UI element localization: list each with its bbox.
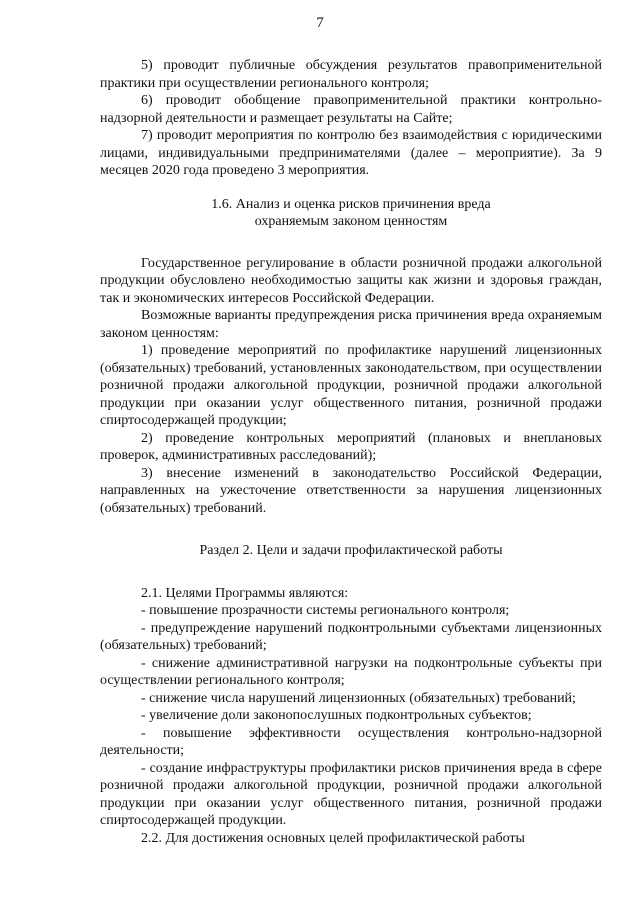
page-number: 7 <box>316 15 324 31</box>
page-body <box>100 57 602 847</box>
list-item: 5) проводит публичные обсуждения результатов правоприменительной практики при осуществлении регионального контроля; <box>100 58 602 91</box>
list-item: 7) проводит мероприятия по контролю без взаимодействия с юридическими лицами, индивидуальными предпринимателями (далее – мероприятие). За 9 месяцев 2020 года проведено 3 мероприятия. <box>100 128 602 178</box>
list-item: 1) проведение мероприятий по профилактике нарушений лицензионных (обязательных) требований, установленных законодательством, при осуществлении розничной продажи алкогольной продукции, розничной продажи алкогольной продукции при оказании услуг общественного питания, розничной продажи спиртосодержащей продукции; <box>100 343 602 428</box>
list-item: 6) проводит обобщение правоприменительной практики контрольно-надзорной деятельности и размещает результаты на Сайте; <box>100 93 602 126</box>
paragraph: 2.2. Для достижения основных целей профилактической работы <box>141 830 525 846</box>
section-heading-line: охраняемым законом ценностям <box>254 214 448 229</box>
section-heading-1-6 <box>100 196 602 231</box>
section-heading-line: 1.6. Анализ и оценка рисков причинения вреда <box>211 196 491 212</box>
paragraph: Возможные варианты предупреждения риска причинения вреда охраняемым законом ценностям: <box>100 308 602 341</box>
list-item: - повышение прозрачности системы регионального контроля; <box>141 603 510 618</box>
section-heading-2: Раздел 2. Цели и задачи профилактической работы <box>199 543 503 558</box>
list-item: - предупреждение нарушений подконтрольными субъектами лицензионных (обязательных) требований; <box>100 620 602 653</box>
list-item: - увеличение доли законопослушных подконтрольных субъектов; <box>141 708 532 723</box>
list-item: - снижение административной нагрузки на подконтрольные субъекты при осуществлении регионального контроля; <box>100 655 602 688</box>
paragraph: 2.1. Целями Программы являются: <box>141 585 349 601</box>
list-item: 3) внесение изменений в законодательство Российской Федерации, направленных на ужесточение ответственности за нарушения лицензионных (обязательных) требований. <box>100 465 602 516</box>
list-item: - снижение числа нарушений лицензионных (обязательных) требований; <box>141 690 576 706</box>
paragraph: Государственное регулирование в области розничной продажи алкогольной продукции обусловлено необходимостью защиты как жизни и здоровья граждан, так и экономических интересов Российской Федерации. <box>100 255 602 306</box>
list-item: 2) проведение контрольных мероприятий (плановых и внеплановых проверок, административных расследований); <box>100 430 602 463</box>
list-item: - повышение эффективности осуществления контрольно-надзорной деятельности; <box>100 725 602 758</box>
list-item: - создание инфраструктуры профилактики рисков причинения вреда в сфере розничной продажи алкогольной продукции, розничной продажи алкогольной продукции при оказании услуг общественного питания, розничной продажи спиртосодержащей продукции. <box>100 760 602 828</box>
